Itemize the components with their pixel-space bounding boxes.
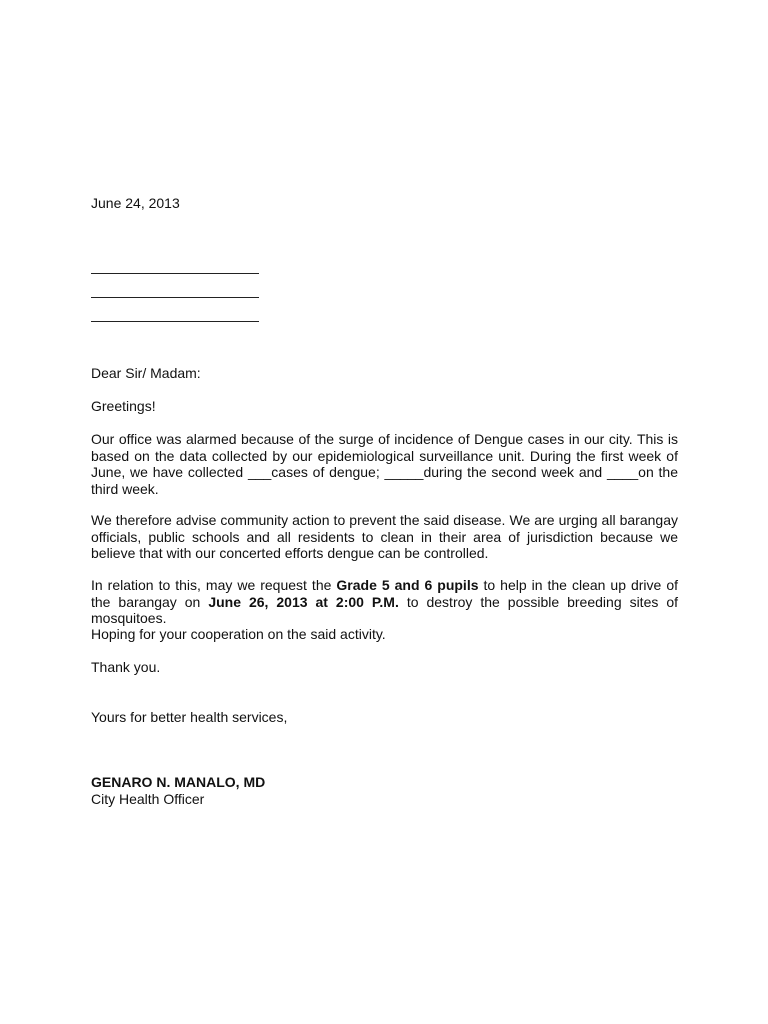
paragraph-surge-text-d: on the third week. bbox=[91, 464, 678, 497]
paragraph-request-text-c: to destroy the possible breeding sites of mosquitoes. bbox=[91, 593, 678, 626]
paragraph-surge-text-b: cases of dengue; bbox=[271, 464, 385, 480]
pupils-emphasis: Grade 5 and 6 pupils bbox=[336, 577, 479, 593]
greeting: Greetings! bbox=[91, 398, 156, 414]
letter-date: June 24, 2013 bbox=[91, 195, 180, 211]
salutation: Dear Sir/ Madam: bbox=[91, 365, 201, 381]
first-week-count-blank: ___ bbox=[247, 464, 272, 480]
complimentary-close: Yours for better health services, bbox=[91, 709, 288, 725]
paragraph-surge-text-a: Our office was alarmed because of the surge of incidence of Dengue cases in our city. This is based on the data collected by our epidemiological surveillance unit. During the first week of June, we have collected bbox=[91, 431, 678, 480]
recipient-blank-line-2 bbox=[91, 297, 259, 298]
thank-you-line: Thank you. bbox=[91, 659, 161, 675]
paragraph-surge-text-c: during the second week and bbox=[423, 464, 607, 480]
event-datetime-emphasis: June 26, 2013 at 2:00 P.M. bbox=[208, 593, 399, 610]
recipient-blank-line-1 bbox=[91, 273, 259, 274]
signatory-title: City Health Officer bbox=[91, 791, 205, 807]
signatory-name: GENARO N. MANALO, MD bbox=[91, 774, 266, 790]
paragraph-surge bbox=[91, 431, 678, 497]
third-week-count-blank: ____ bbox=[607, 464, 639, 480]
paragraph-request bbox=[91, 577, 678, 627]
paragraph-request-text-a: In relation to this, may we request the bbox=[91, 577, 337, 593]
paragraph-request-text-b: to help in the clean up drive of the barangay on bbox=[91, 577, 678, 610]
second-week-count-blank: _____ bbox=[384, 464, 424, 480]
recipient-blank-line-3 bbox=[91, 321, 259, 322]
paragraph-cooperation: Hoping for your cooperation on the said activity. bbox=[91, 626, 386, 642]
paragraph-community-action: We therefore advise community action to prevent the said disease. We are urging all barangay officials, public schools and all residents to clean in their area of jurisdiction because we believe that with our concerted efforts dengue can be controlled. bbox=[91, 512, 678, 561]
